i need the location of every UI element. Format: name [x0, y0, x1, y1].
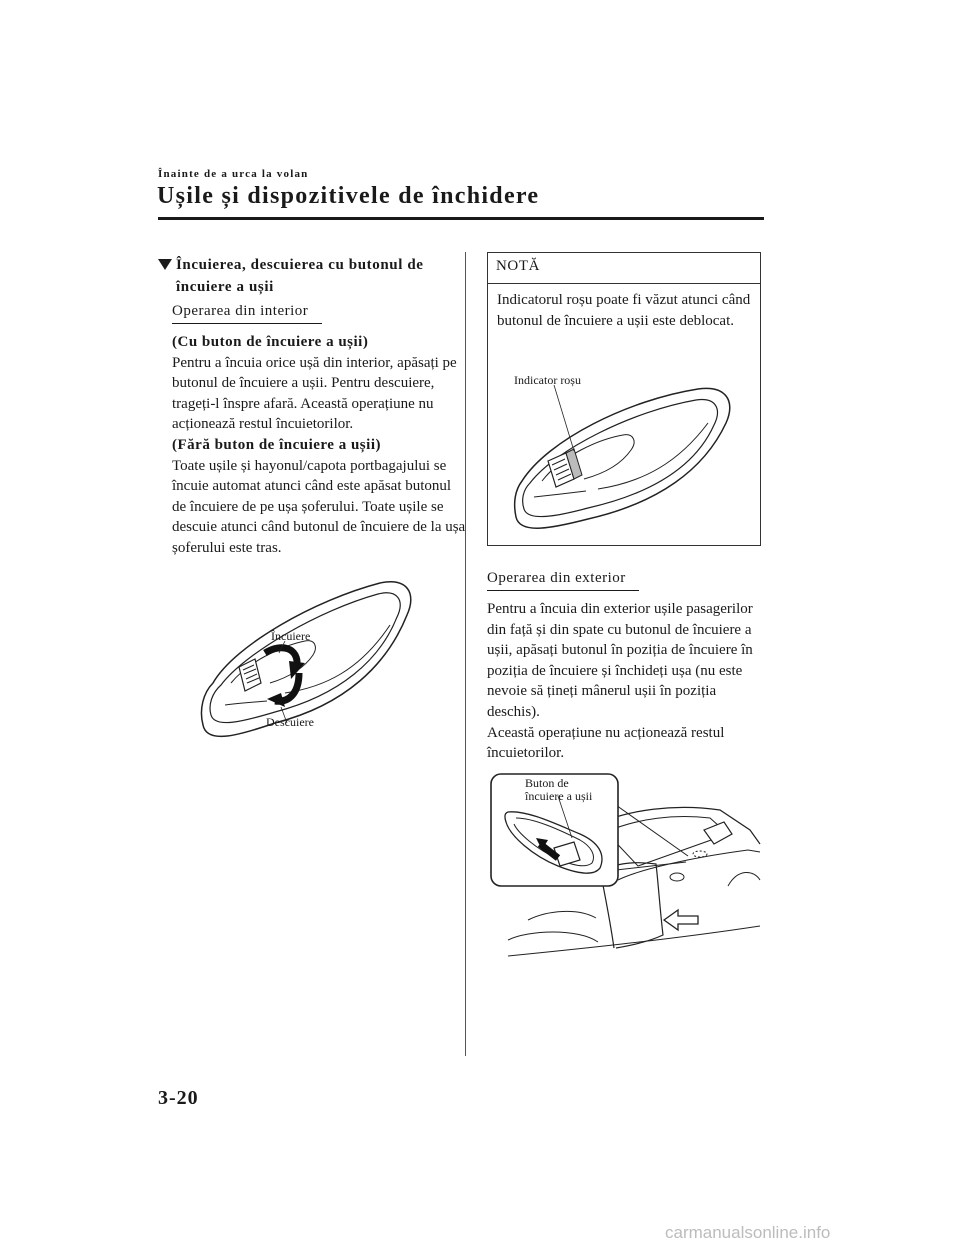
left-body [172, 332, 467, 559]
without-button-paragraph: Toate ușile și hayonul/capota portbagajului se încuie automat atunci când este apăsat butonul de încuiere de pe ușa șoferului. Toate ușile se descuie atunci când butonul de încuiere de la ușa șoferului este tras. [172, 457, 466, 556]
section-heading [158, 254, 448, 298]
note-title-rule [488, 283, 760, 284]
red-indicator-label: Indicator roșu [514, 373, 581, 387]
door-lock-button-label-line2: încuiere a ușii [525, 789, 593, 803]
section-heading-text: Încuierea, descuierea cu butonul de încuiere a ușii [176, 257, 424, 295]
subheading-underline [487, 590, 639, 591]
with-button-paragraph: Pentru a încuia orice ușă din interior, apăsați pe butonul de încuiere a ușii. Pentru descuiere, trageți-l înspre afară. Această operațiune nu acționează restul încuietorilor. [172, 354, 457, 433]
door-push-arrow-icon [664, 910, 698, 930]
breadcrumb: Înainte de a urca la volan [158, 168, 309, 180]
page-number: 3-20 [158, 1087, 199, 1109]
unlock-label: Descuiere [266, 715, 314, 729]
subheading-inside [172, 303, 322, 324]
with-button-heading: (Cu buton de încuiere a ușii) [172, 334, 369, 350]
note-box [487, 252, 761, 546]
note-title: NOTĂ [496, 258, 541, 274]
watermark: carmanualsonline.info [665, 1223, 831, 1242]
note-text: Indicatorul roșu poate fi văzut atunci când butonul de încuiere a ușii este deblocat. [497, 292, 751, 329]
outside-paragraph-2: Această operațiune nu acționează restul încuietorilor. [487, 724, 725, 762]
lock-button-location [693, 851, 707, 857]
subheading-outside [487, 570, 639, 591]
right-body [487, 599, 765, 764]
subheading-inside-text: Operarea din interior [172, 303, 309, 319]
indicator-button [548, 449, 582, 487]
page-title: Ușile și dispozitivele de închidere [157, 183, 540, 209]
without-button-heading: (Fără buton de încuiere a ușii) [172, 436, 381, 453]
title-rule [158, 217, 764, 220]
subheading-outside-text: Operarea din exterior [487, 570, 626, 586]
door-lock-button-label-line1: Buton de [525, 776, 569, 790]
triangle-bullet-icon [158, 259, 172, 270]
subheading-underline [172, 323, 322, 324]
lock-label: Încuiere [271, 629, 311, 643]
door-handle-indicator-figure [508, 385, 748, 545]
outside-paragraph-1: Pentru a încuia din exterior ușile pasagerilor din față și din spate cu butonul de încuiere a ușii, apăsați butonul în poziția de încuiere în poziția de încuiere și închideți ușa (nu este nevoie să țineți mânerul ușii în poziția deschis). [487, 601, 753, 720]
